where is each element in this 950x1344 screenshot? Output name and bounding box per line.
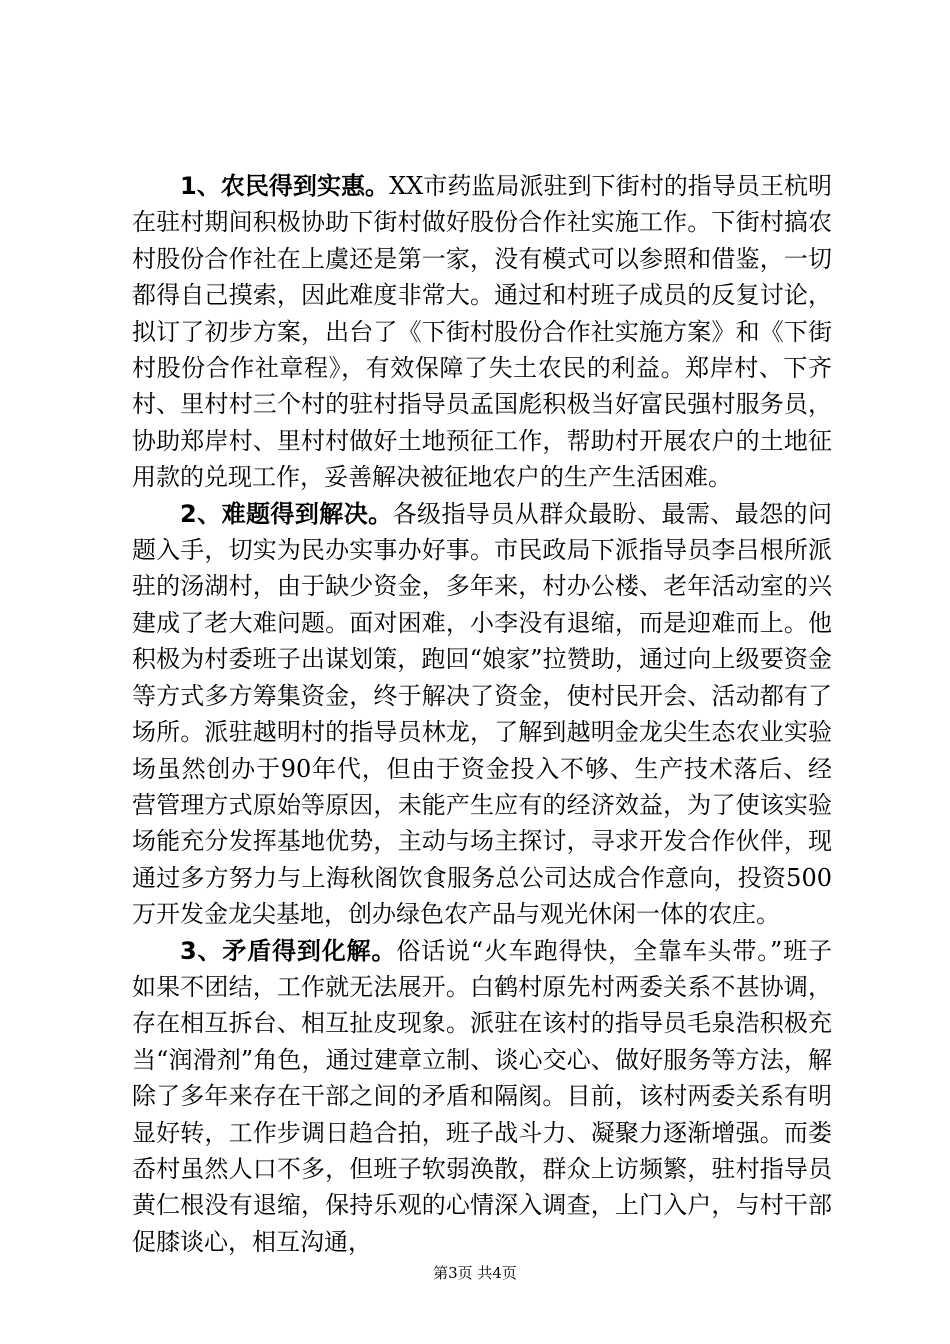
paragraph-2	[132, 496, 832, 933]
paragraph-2-text: 各级指导员从群众最盼、最需、最怨的问题入手，切实为民办实事办好事。市民政局下派指导员李吕根所派驻的汤湖村，由于缺少资金，多年来，村办公楼、老年活动室的兴建成了老大难问题。面对困难，小李没有退缩，而是迎难而上。他积极为村委班子出谋划策，跑回“娘家”拉赞助，通过向上级要资金等方式多方筹集资金，终于解决了资金，使村民开会、活动都有了场所。派驻越明村的指导员林龙，了解到越明金龙尖生态农业实验场虽然创办于90年代，但由于资金投入不够、生产技术落后、经营管理方式原始等原因，未能产生应有的经济效益，为了使该实验场能充分发挥基地优势，主动与场主探讨，寻求开发合作伙伴，现通过多方努力与上海秋阁饮食服务总公司达成合作意向，投资500万开发金龙尖基地，创办绿色农产品与观光休闲一体的农庄。	[132, 499, 832, 929]
paragraph-3	[132, 933, 832, 1261]
document-body	[132, 168, 832, 1260]
paragraph-1-heading: 1、农民得到实惠。	[180, 172, 390, 200]
paragraph-3-text: 俗话说“火车跑得快，全靠车头带。”班子如果不团结，工作就无法展开。白鹤村原先村两委关系不甚协调，存在相互拆台、相互扯皮现象。派驻在该村的指导员毛泉浩积极充当“润滑剂”角色，通过建章立制、谈心交心、做好服务等方法，解除了多年来存在干部之间的矛盾和隔阂。目前，该村两委关系有明显好转，工作步调日趋合拍，班子战斗力、凝聚力逐渐增强。而娄岙村虽然人口不多，但班子软弱涣散，群众上访频繁，驻村指导员黄仁根没有退缩，保持乐观的心情深入调查，上门入户，与村干部促膝谈心，相互沟通，	[132, 936, 833, 1256]
paragraph-1-text: XX市药监局派驻到下街村的指导员王杭明在驻村期间积极协助下街村做好股份合作社实施工作。下街村搞农村股份合作社在上虞还是第一家，没有模式可以参照和借鉴，一切都得自己摸索，因此难度非常大。通过和村班子成员的反复讨论，拟订了初步方案，出台了《下街村股份合作社实施方案》和《下街村股份合作社章程》，有效保障了失土农民的利益。郑岸村、下齐村、里村村三个村的驻村指导员孟国彪积极当好富民强村服务员，协助郑岸村、里村村做好土地预征工作，帮助村开展农户的土地征用款的兑现工作，妥善解决被征地农户的生产生活困难。	[132, 172, 832, 492]
page-number-footer: 第3页 共4页	[433, 1264, 517, 1282]
paragraph-1	[132, 168, 832, 496]
paragraph-2-heading: 2、难题得到解决。	[180, 499, 393, 528]
paragraph-3-heading: 3、矛盾得到化解。	[180, 936, 397, 965]
